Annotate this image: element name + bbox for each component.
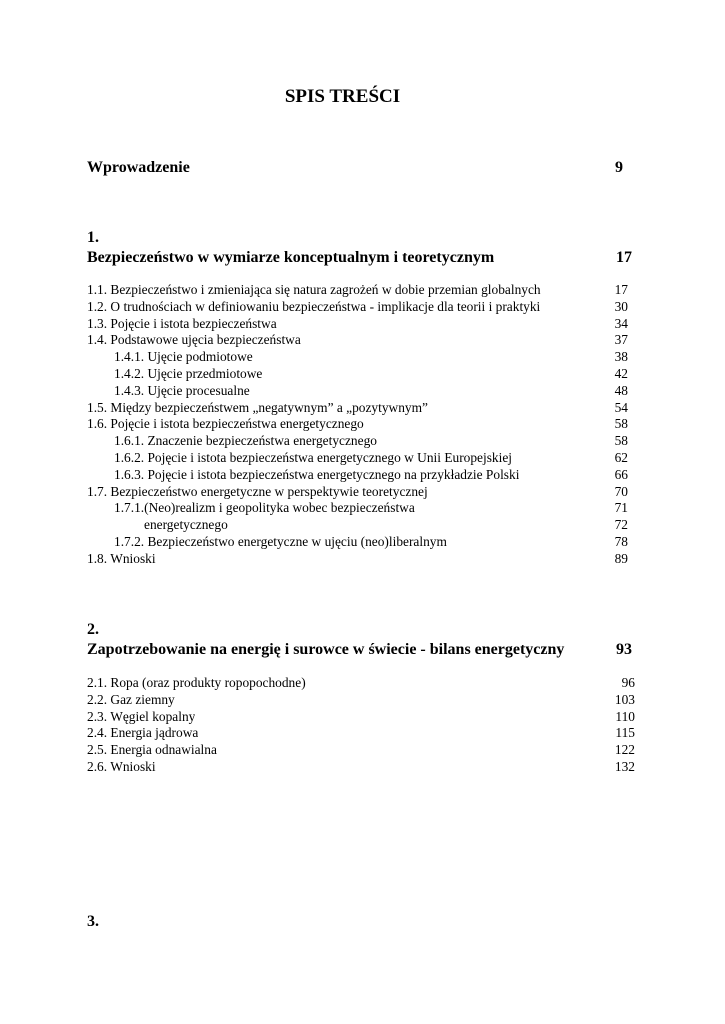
toc-entry-text: 1.4.3. Ujęcie procesualne bbox=[114, 382, 250, 398]
toc-entry-text: 1.4. Podstawowe ujęcia bezpieczeństwa bbox=[87, 332, 301, 348]
toc-entry-text: 1.6. Pojęcie i istota bezpieczeństwa energetycznego bbox=[87, 416, 364, 432]
toc-entry-page: 62 bbox=[614, 449, 628, 465]
toc-entry-page: 122 bbox=[614, 742, 635, 758]
toc-entry[interactable] bbox=[87, 349, 628, 366]
toc-entry[interactable] bbox=[87, 534, 628, 551]
chapter-1-list bbox=[87, 282, 628, 568]
toc-entry-page: 96 bbox=[621, 675, 635, 690]
toc-entry-text: 1.6.1. Znaczenie bezpieczeństwa energetycznego bbox=[114, 433, 377, 449]
toc-entry-text: 1.4.1. Ujęcie podmiotowe bbox=[114, 349, 253, 365]
toc-chapter-2[interactable] bbox=[87, 640, 632, 660]
toc-entry[interactable] bbox=[87, 416, 628, 433]
toc-entry-page: 17 bbox=[614, 282, 628, 297]
toc-entry-page: 78 bbox=[614, 533, 628, 549]
toc-entry-text: 1.4.2. Ujęcie przedmiotowe bbox=[114, 365, 263, 381]
toc-entry-page: 89 bbox=[614, 550, 628, 566]
toc-entry-page: 54 bbox=[614, 399, 628, 415]
toc-entry[interactable] bbox=[87, 433, 628, 450]
toc-entry[interactable] bbox=[87, 316, 628, 333]
page-title: SPIS TREŚCI bbox=[284, 86, 401, 107]
toc-entry-page: 30 bbox=[614, 298, 628, 314]
toc-entry[interactable] bbox=[87, 500, 628, 517]
toc-entry-text: 2.2. Gaz ziemny bbox=[87, 691, 175, 707]
toc-entry-page: 48 bbox=[614, 382, 628, 398]
toc-entry-text: 2.1. Ropa (oraz produkty ropopochodne) bbox=[87, 675, 306, 690]
toc-entry-text: 1.7.1.(Neo)realizm i geopolityka wobec bezpieczeństwa bbox=[114, 500, 415, 516]
chapter-3-number: 3. bbox=[87, 913, 99, 930]
toc-entry[interactable] bbox=[87, 299, 628, 316]
toc-intro[interactable] bbox=[87, 158, 623, 178]
toc-entry[interactable] bbox=[87, 709, 635, 726]
chapter-1-page: 17 bbox=[616, 249, 632, 266]
toc-intro-page: 9 bbox=[615, 159, 623, 176]
toc-entry-page: 115 bbox=[615, 725, 635, 741]
toc-entry[interactable] bbox=[87, 400, 628, 417]
toc-entry[interactable] bbox=[87, 450, 628, 467]
toc-entry[interactable] bbox=[87, 366, 628, 383]
toc-entry-text: 1.6.2. Pojęcie i istota bezpieczeństwa energetycznego w Unii Europejskiej bbox=[114, 449, 512, 465]
toc-entry[interactable] bbox=[87, 692, 635, 709]
toc-entry[interactable] bbox=[87, 675, 635, 692]
toc-entry[interactable] bbox=[87, 742, 635, 759]
toc-entry-page: 58 bbox=[614, 433, 628, 449]
chapter-2-title: Zapotrzebowanie na energię i surowce w świecie - bilans energetyczny bbox=[87, 641, 565, 658]
toc-entry-text: 2.6. Wnioski bbox=[87, 758, 156, 774]
toc-entry-page: 132 bbox=[614, 758, 635, 774]
toc-entry[interactable] bbox=[87, 467, 628, 484]
toc-entry-text: 1.2. O trudnościach w definiowaniu bezpieczeństwa - implikacje dla teorii i praktyki bbox=[87, 298, 541, 314]
toc-entry-text: 1.7. Bezpieczeństwo energetyczne w perspektywie teoretycznej bbox=[87, 483, 428, 499]
toc-entry[interactable] bbox=[87, 282, 628, 299]
toc-entry[interactable] bbox=[87, 725, 635, 742]
toc-entry[interactable] bbox=[87, 484, 628, 501]
toc-entry-text: 1.5. Między bezpieczeństwem „negatywnym” a „pozytywnym” bbox=[87, 399, 428, 415]
toc-entry[interactable] bbox=[87, 383, 628, 400]
chapter-2-list bbox=[87, 675, 635, 776]
toc-entry[interactable] bbox=[87, 551, 628, 568]
toc-entry-page: 34 bbox=[614, 315, 628, 331]
toc-entry-page: 58 bbox=[614, 416, 628, 432]
toc-entry-text: 2.5. Energia odnawialna bbox=[87, 742, 217, 758]
toc-entry-page: 103 bbox=[614, 691, 635, 707]
toc-entry-page: 42 bbox=[614, 365, 628, 381]
toc-entry-text: energetycznego bbox=[144, 517, 228, 533]
toc-entry-text: 1.7.2. Bezpieczeństwo energetyczne w ujęciu (neo)liberalnym bbox=[114, 533, 447, 549]
toc-entry-text: 2.4. Energia jądrowa bbox=[87, 725, 199, 741]
toc-entry-page: 66 bbox=[614, 466, 628, 482]
toc-entry[interactable] bbox=[87, 517, 628, 534]
chapter-1-title: Bezpieczeństwo w wymiarze konceptualnym i teoretycznym bbox=[87, 249, 495, 266]
toc-entry-page: 110 bbox=[615, 708, 635, 724]
toc-entry[interactable] bbox=[87, 759, 635, 776]
toc-chapter-1[interactable] bbox=[87, 248, 632, 268]
toc-entry-page: 37 bbox=[614, 332, 628, 348]
toc-entry-text: 1.8. Wnioski bbox=[87, 550, 156, 566]
toc-entry-text: 1.1. Bezpieczeństwo i zmieniająca się natura zagrożeń w dobie przemian globalnych bbox=[87, 282, 541, 297]
toc-entry-page: 38 bbox=[614, 349, 628, 365]
toc-entry-text: 1.6.3. Pojęcie i istota bezpieczeństwa energetycznego na przykładzie Polski bbox=[114, 466, 520, 482]
toc-entry-page: 72 bbox=[614, 517, 628, 533]
toc-intro-label: Wprowadzenie bbox=[87, 159, 190, 176]
toc-entry-page: 71 bbox=[614, 500, 628, 516]
chapter-1-number: 1. bbox=[87, 229, 99, 246]
toc-entry-text: 2.3. Węgiel kopalny bbox=[87, 708, 196, 724]
chapter-2-page: 93 bbox=[616, 641, 632, 658]
toc-entry[interactable] bbox=[87, 332, 628, 349]
toc-entry-page: 70 bbox=[614, 483, 628, 499]
toc-entry-text: 1.3. Pojęcie i istota bezpieczeństwa bbox=[87, 315, 277, 331]
chapter-2-number: 2. bbox=[87, 621, 99, 638]
